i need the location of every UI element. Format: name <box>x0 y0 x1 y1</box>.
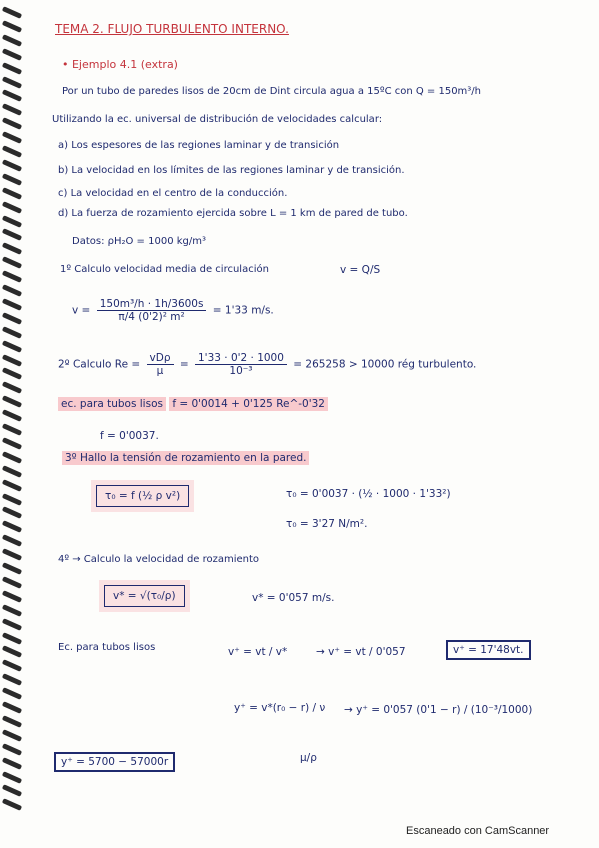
spiral-ring <box>2 381 22 394</box>
step3-label <box>62 452 309 464</box>
spiral-ring <box>2 298 22 311</box>
spiral-ring <box>2 632 22 645</box>
step2-label: 2º Calculo <box>58 358 112 371</box>
spiral-ring <box>2 6 22 19</box>
nu-note: μ/ρ <box>300 752 317 764</box>
step3-formula: τ₀ = f (½ ρ v²) <box>96 485 189 507</box>
spiral-ring <box>2 103 22 116</box>
spiral-ring <box>2 618 22 631</box>
spiral-ring <box>2 131 22 144</box>
spiral-ring <box>2 785 22 798</box>
step3-result: τ₀ = 3'27 N/m². <box>286 518 368 530</box>
spiral-ring <box>2 117 22 130</box>
spiral-ring <box>2 729 22 742</box>
spiral-ring <box>2 479 22 492</box>
spiral-ring <box>2 548 22 561</box>
vplus-formula: v⁺ = vt / v* <box>228 646 288 658</box>
spiral-ring <box>2 229 22 242</box>
question-d: d) La fuerza de rozamiento ejercida sobre L = 1 km de pared de tubo. <box>58 208 408 219</box>
spiral-ring <box>2 368 22 381</box>
spiral-ring <box>2 590 22 603</box>
step4-label: 4º → Calculo la velocidad de rozamiento <box>58 554 260 565</box>
page-title: TEMA 2. FLUJO TURBULENTO INTERNO. <box>55 22 289 36</box>
spiral-ring <box>2 215 22 228</box>
spiral-ring <box>2 201 22 214</box>
question-b: b) La velocidad en los límites de las regiones laminar y de transición. <box>58 165 405 176</box>
spiral-ring <box>2 145 22 158</box>
spiral-ring <box>2 701 22 714</box>
step2-den2: 10⁻³ <box>229 365 253 377</box>
spiral-ring <box>2 715 22 728</box>
spiral-ring <box>2 256 22 269</box>
step3-label-text: 3º Hallo la tensión de rozamiento en la pared. <box>62 451 309 465</box>
statement-line-1: Por un tubo de paredes lisos de 20cm de Dint circula agua a 15ºC con Q = 150m³/h <box>62 86 482 97</box>
step2-den1: μ <box>156 365 164 377</box>
step2-result: = 265258 > 10000 rég turbulento. <box>293 358 477 371</box>
spiral-ring <box>2 659 22 672</box>
step4-formula-box <box>104 590 185 602</box>
spiral-ring <box>2 395 22 408</box>
yplus-result: y⁺ = 5700 − 57000r <box>54 752 175 772</box>
spiral-ring <box>2 465 22 478</box>
step2-equation <box>58 352 476 377</box>
step3-calc: τ₀ = 0'0037 · (½ · 1000 · 1'33²) <box>286 488 451 500</box>
step1-equation <box>72 298 274 323</box>
spiral-ring <box>2 242 22 255</box>
spiral-ring <box>2 173 22 186</box>
step2-fraction-1 <box>147 352 174 377</box>
spiral-binding <box>2 10 28 820</box>
given-data: Datos: ρH₂O = 1000 kg/m³ <box>72 236 206 247</box>
spiral-ring <box>2 90 22 103</box>
spiral-ring <box>2 187 22 200</box>
step2-num2: 1'33 · 0'2 · 1000 <box>195 352 287 365</box>
spiral-ring <box>2 493 22 506</box>
step2-equals: = <box>179 358 189 371</box>
step1-denominator: π/4 (0'2)² m² <box>118 311 185 323</box>
step1-numerator: 150m³/h · 1h/3600s <box>97 298 207 311</box>
spiral-ring <box>2 76 22 89</box>
yplus-formula: y⁺ = v*(r₀ − r) / ν <box>234 702 326 714</box>
step2-lhs: Re = <box>114 358 141 371</box>
step1-fraction <box>97 298 207 323</box>
spiral-ring <box>2 687 22 700</box>
spiral-ring <box>2 771 22 784</box>
yplus-formula-2: → y⁺ = 0'057 (0'1 − r) / (10⁻³/1000) <box>344 704 533 716</box>
friction-equation <box>58 398 328 410</box>
spiral-ring <box>2 534 22 547</box>
spiral-ring <box>2 451 22 464</box>
step1-label: 1º Calculo velocidad media de circulación <box>60 264 269 275</box>
spiral-ring <box>2 562 22 575</box>
friction-label: ec. para tubos lisos <box>58 397 166 411</box>
spiral-ring <box>2 437 22 450</box>
friction-formula: f = 0'0014 + 0'125 Re^-0'32 <box>169 397 328 411</box>
step1-result: = 1'33 m/s. <box>212 304 274 317</box>
spiral-ring <box>2 520 22 533</box>
example-heading: • Ejemplo 4.1 (extra) <box>62 58 178 71</box>
spiral-ring <box>2 34 22 47</box>
spiral-ring <box>2 340 22 353</box>
spiral-ring <box>2 48 22 61</box>
statement-line-2: Utilizando la ec. universal de distribución de velocidades calcular: <box>52 114 383 125</box>
step2-fraction-2 <box>195 352 287 377</box>
spiral-ring <box>2 743 22 756</box>
spiral-ring <box>2 270 22 283</box>
step3-formula-box <box>96 490 189 502</box>
spiral-ring <box>2 20 22 33</box>
spiral-ring <box>2 159 22 172</box>
vplus-result-box <box>446 644 531 656</box>
spiral-ring <box>2 312 22 325</box>
step4-formula: v* = √(τ₀/ρ) <box>104 585 185 607</box>
spiral-ring <box>2 354 22 367</box>
step4-result: v* = 0'057 m/s. <box>252 592 335 604</box>
spiral-ring <box>2 62 22 75</box>
friction-result: f = 0'0037. <box>100 430 159 442</box>
spiral-ring <box>2 576 22 589</box>
step1-formula: v = Q/S <box>340 264 381 276</box>
spiral-ring <box>2 423 22 436</box>
vplus-result: v⁺ = 17'48vt. <box>446 640 531 660</box>
question-a: a) Los espesores de las regiones laminar y de transición <box>58 140 340 151</box>
step2-num1: vDρ <box>147 352 174 365</box>
question-c: c) La velocidad en el centro de la conducción. <box>58 188 288 199</box>
spiral-ring <box>2 757 22 770</box>
spiral-ring <box>2 673 22 686</box>
step1-lhs: v = <box>72 304 91 317</box>
spiral-ring <box>2 409 22 422</box>
yplus-result-box <box>54 756 175 768</box>
spiral-ring <box>2 507 22 520</box>
spiral-ring <box>2 646 22 659</box>
spiral-ring <box>2 604 22 617</box>
vplus-formula-2: → v⁺ = vt / 0'057 <box>316 646 406 658</box>
smooth-label: Ec. para tubos lisos <box>58 642 156 653</box>
spiral-ring <box>2 326 22 339</box>
spiral-ring <box>2 798 22 811</box>
spiral-ring <box>2 284 22 297</box>
scanner-watermark: Escaneado con CamScanner <box>406 825 550 837</box>
